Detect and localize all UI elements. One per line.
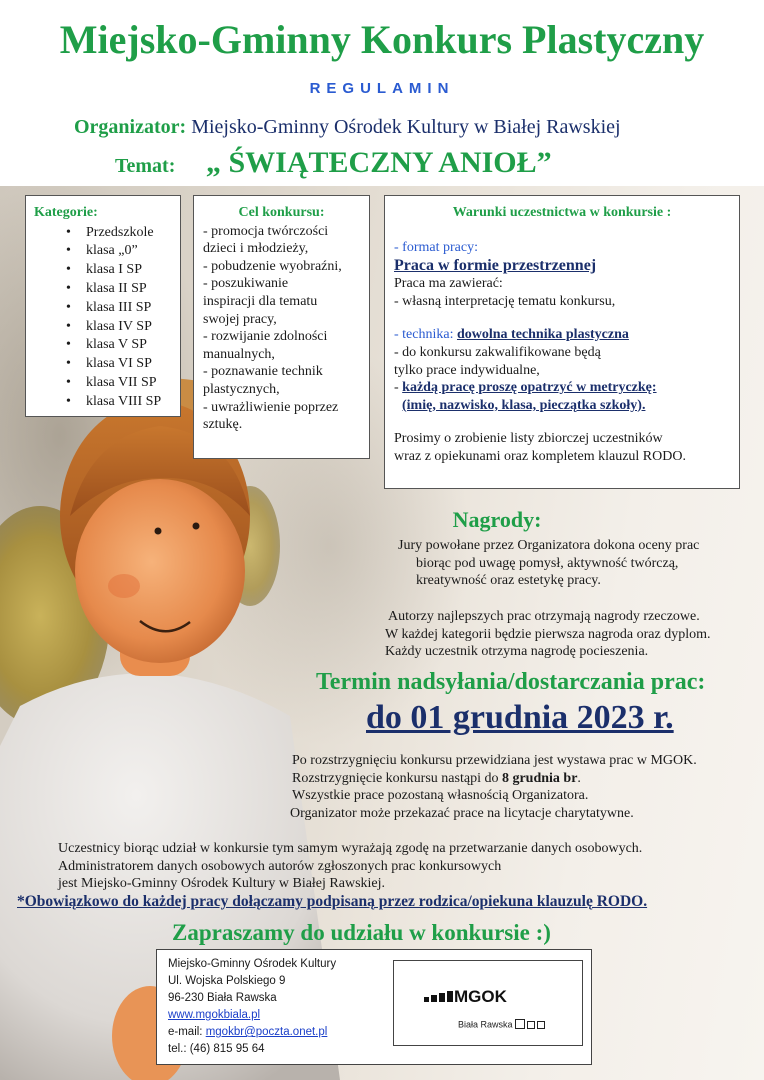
- goal-heading: Cel konkursu:: [238, 205, 325, 220]
- results-date: 8 grudnia br: [501, 770, 578, 786]
- mgok-logo: [424, 987, 507, 1007]
- organizer-label: Organizator:: [74, 116, 187, 138]
- goal-line: - promocja twórczości: [203, 223, 329, 239]
- technique-line: [394, 326, 739, 344]
- deadline-label: Termin nadsyłania/dostarczania prac:: [316, 669, 706, 695]
- prizes-line: W każdej kategorii będzie pierwsza nagroda oraz dyplom.: [385, 626, 711, 642]
- results-text: Rozstrzygnięcie konkursu nastąpi do: [292, 770, 502, 786]
- conditions-heading: Warunki uczestnictwa w konkursie :: [452, 205, 672, 220]
- interpretation: - własną interpretację tematu konkursu,: [394, 293, 616, 309]
- prizes-line: Autorzy najlepszych prac otrzymają nagrody rzeczowe.: [388, 609, 700, 624]
- list-item: • Przedszkole: [62, 224, 180, 243]
- contact-city: 96-230 Biała Rawska: [168, 992, 277, 1004]
- email-link[interactable]: mgokbr@poczta.onet.pl: [205, 1026, 328, 1038]
- prizes-line: biorąc pod uwagę pomysł, aktywność twórczą,: [416, 555, 679, 571]
- goal-line: - poznawanie technik: [203, 364, 323, 380]
- technique-value: dowolna technika plastyczna: [456, 327, 629, 343]
- logo-sub: [458, 1019, 547, 1031]
- prizes-line: Każdy uczestnik otrzyma nagrodę pocieszenia.: [385, 644, 649, 660]
- list-item: • klasa VI SP: [62, 355, 180, 374]
- topic-label: Temat:: [115, 155, 176, 177]
- list-item: • klasa IV SP: [62, 318, 180, 337]
- contact-phone: tel.: (46) 815 95 64: [168, 1043, 265, 1055]
- label-prefix: -: [394, 380, 403, 396]
- label-fields: (imię, nazwisko, klasa, pieczątka szkoły).: [402, 397, 646, 413]
- categories-list: [62, 224, 180, 412]
- list-item: • klasa V SP: [62, 336, 180, 355]
- organizer-line: [74, 114, 621, 140]
- goal-line: sztukę.: [203, 417, 243, 433]
- must-contain: Praca ma zawierać:: [394, 276, 503, 292]
- results-line: [292, 770, 697, 788]
- request-line: wraz z opiekunami oraz kompletem klauzul RODO.: [394, 448, 686, 464]
- results-line: Po rozstrzygnięciu konkursu przewidziana jest wystawa prac w MGOK.: [292, 753, 697, 768]
- topic-value: „ ŚWIĄTECZNY ANIOŁ”: [206, 146, 552, 179]
- results-line: Wszystkie prace pozostaną własnością Organizatora.: [292, 788, 589, 804]
- technique-label: - technika:: [394, 327, 454, 343]
- conditions-box: [384, 195, 740, 489]
- website-link[interactable]: www.mgokbiala.pl: [168, 1009, 261, 1021]
- goal-line: manualnych,: [203, 346, 275, 362]
- logo-box: [393, 960, 583, 1046]
- results-block: [292, 752, 697, 822]
- logo-bars-icon: [424, 989, 454, 1007]
- goal-line: - rozwijanie zdolności: [203, 329, 328, 345]
- prizes-heading: Nagrody:: [452, 507, 542, 532]
- logo-subtitle: Biała Rawska: [458, 1019, 513, 1030]
- label-requirement: każdą pracę proszę opatrzyć w metryczkę:: [402, 380, 657, 396]
- qualified-line: tylko prace indywidualne,: [394, 362, 540, 378]
- email-label: e-mail:: [168, 1026, 206, 1038]
- goal-line: plastycznych,: [203, 381, 280, 397]
- categories-box: [25, 195, 181, 417]
- list-item: • klasa VII SP: [62, 374, 180, 393]
- consent-block: [58, 840, 642, 893]
- goal-line: inspiracji dla tematu: [203, 293, 318, 309]
- format-value: Praca w formie przestrzennej: [394, 257, 597, 275]
- goal-line: swojej pracy,: [203, 311, 277, 327]
- results-text: .: [577, 770, 581, 786]
- deadline-date: do 01 grudnia 2023 r.: [366, 699, 674, 736]
- invite-text: Zapraszamy do udziału w konkursie :): [172, 920, 551, 945]
- logo-squares-icon: [515, 1019, 547, 1031]
- prizes-awards: [385, 608, 711, 661]
- format-label: - format pracy:: [394, 239, 478, 255]
- contact-street: Ul. Wojska Polskiego 9: [168, 975, 286, 987]
- consent-line: Uczestnicy biorąc udział w konkursie tym samym wyrażają zgodę na przetwarzanie danych osobowych.: [58, 841, 643, 856]
- label-line: [394, 379, 739, 397]
- categories-heading: Kategorie:: [34, 205, 98, 220]
- page-title: Miejsko-Gminny Konkurs Plastyczny: [59, 17, 705, 62]
- regulation-subtitle: REGULAMIN: [309, 80, 455, 97]
- logo-name: MGOK: [454, 987, 507, 1006]
- consent-line: jest Miejsko-Gminny Ośrodek Kultury w Białej Rawskiej.: [58, 876, 386, 892]
- consent-line: Administratorem danych osobowych autorów zgłoszonych prac konkursowych: [58, 858, 502, 874]
- goal-box: [193, 195, 370, 459]
- qualified-line: - do konkursu zakwalifikowane będą: [394, 344, 601, 360]
- contact-org-name: Miejsko-Gminny Ośrodek Kultury: [168, 958, 337, 970]
- list-item: • klasa „0”: [62, 242, 180, 261]
- contact-box: [156, 949, 592, 1065]
- prizes-line: kreatywność oraz estetykę pracy.: [416, 573, 601, 589]
- prizes-jury: [398, 537, 699, 590]
- contact-details: [168, 956, 336, 1058]
- rodo-mandatory-note: *Obowiązkowo do każdej pracy dołączamy podpisaną przez rodzica/opiekuna klauzulę RODO.: [17, 893, 648, 910]
- goal-line: - poszukiwanie: [203, 276, 289, 292]
- list-item: • klasa III SP: [62, 299, 180, 318]
- goal-line: - uwrażliwienie poprzez: [203, 399, 339, 415]
- goal-line: dzieci i młodzieży,: [203, 241, 309, 257]
- prizes-line: Jury powołane przez Organizatora dokona oceny prac: [398, 538, 700, 553]
- organizer-value: Miejsko-Gminny Ośrodek Kultury w Białej Rawskiej: [191, 116, 621, 138]
- list-item: • klasa VIII SP: [62, 393, 180, 412]
- results-line: Organizator może przekazać prace na licytacje charytatywne.: [290, 805, 634, 821]
- list-item: • klasa II SP: [62, 280, 180, 299]
- list-item: • klasa I SP: [62, 261, 180, 280]
- goal-line: - pobudzenie wyobraźni,: [203, 258, 342, 274]
- topic-line: [115, 146, 552, 180]
- request-line: Prosimy o zrobienie listy zbiorczej uczestników: [394, 431, 663, 447]
